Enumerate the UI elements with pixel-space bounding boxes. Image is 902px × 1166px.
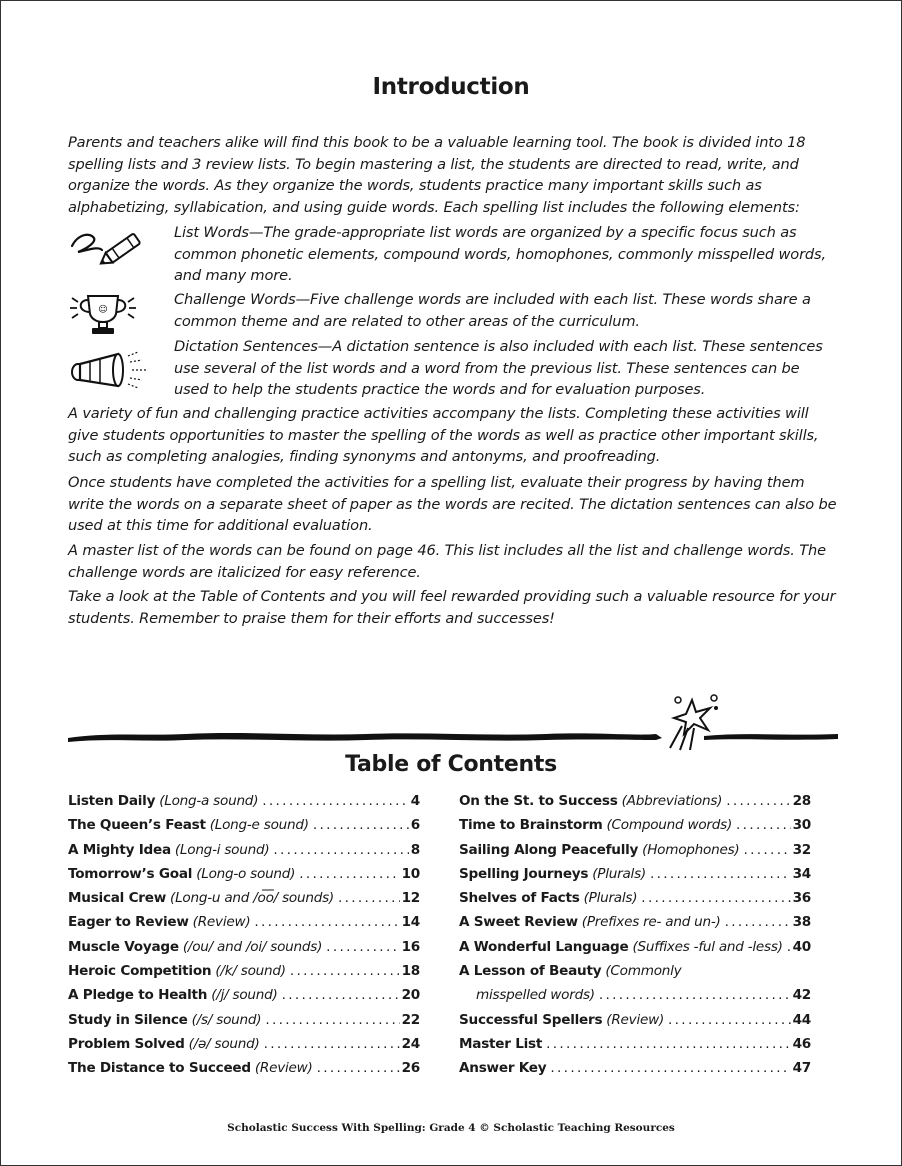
intro-paragraph-1: Parents and teachers alike will find this book to be a valuable learning tool. The book is divided into 18 spelling lists and 3 review lists. To begin mastering a list, the students are directed to read, write, and organize the words. As they organize the words, students practice many important skills such as alphabetizing, syllabication, and using guide words. Each spelling list includes the following elements:	[68, 134, 806, 216]
toc-entry[interactable]: A Pledge to Health (/j/ sound) . . . 20	[68, 987, 420, 1011]
toc-entry[interactable]: The Queen’s Feast (Long-e sound) . . . 6	[68, 817, 420, 841]
toc-entry[interactable]: Successful Spellers (Review) . . . 44	[459, 1012, 811, 1036]
toc-entry[interactable]: A Sweet Review (Prefixes re- and un-) . . . 38	[459, 914, 811, 938]
intro-paragraph-4: A master list of the words can be found on page 46. This list includes all the list and challenge words. The challenge words are italicized for easy reference.	[68, 542, 826, 581]
challenge-words-element: Challenge Words—Five challenge words are included with each list. These words share a common theme and are related to other areas of the curriculum.	[174, 291, 811, 330]
intro-paragraph-5: Take a look at the Table of Contents and you will feel rewarded providing such a valuable resource for your students. Remember to praise them for their efforts and successes!	[68, 588, 836, 627]
toc-entry[interactable]: Eager to Review (Review) . . . 14	[68, 914, 420, 938]
toc-entry[interactable]: Shelves of Facts (Plurals) . . . 36	[459, 890, 811, 914]
megaphone-icon	[70, 348, 156, 388]
toc-entry[interactable]: Spelling Journeys (Plurals) . . . 34	[459, 866, 811, 890]
intro-paragraph-3: Once students have completed the activities for a spelling list, evaluate their progress by having them write the words on a separate sheet of paper as the words are recited. The dictation sentences can also be used at this time for additional evaluation.	[68, 474, 837, 535]
toc-entry[interactable]: Sailing Along Peacefully (Homophones) . . . 32	[459, 842, 811, 866]
toc-title: Table of Contents	[345, 752, 557, 777]
star-divider	[66, 692, 842, 752]
page-footer: Scholastic Success With Spelling: Grade 4 © Scholastic Teaching Resources	[227, 1122, 675, 1134]
toc-entry[interactable]: Heroic Competition (/k/ sound) . . . 18	[68, 963, 420, 987]
toc-right-column	[459, 793, 811, 1085]
dictation-sentences-element: Dictation Sentences—A dictation sentence is also included with each list. These sentences use several of the list words and a word from the previous list. These sentences can be used to help the students practice the words and for evaluation purposes.	[174, 338, 823, 399]
toc-entry[interactable]: Master List . . . 46	[459, 1036, 811, 1060]
toc-left-column	[68, 793, 420, 1085]
toc-entry[interactable]: Musical Crew (Long-u and /o͞o/ sounds) . . . 12	[68, 890, 420, 914]
toc-entry[interactable]: Tomorrow’s Goal (Long-o sound) . . . 10	[68, 866, 420, 890]
shooting-star-icon	[670, 695, 718, 750]
intro-paragraph-2: A variety of fun and challenging practice activities accompany the lists. Completing these activities will give students opportunities to master the spelling of the words as well as practice other important skills, such as completing analogies, finding synonyms and antonyms, and proofreading.	[68, 405, 819, 466]
page-title: Introduction	[372, 74, 530, 100]
trophy-icon	[68, 290, 138, 338]
toc-entry[interactable]: A Lesson of Beauty (Commonly misspelled words) . . . 42	[459, 963, 811, 1012]
toc-entry[interactable]: A Mighty Idea (Long-i sound) . . . 8	[68, 842, 420, 866]
list-words-element: List Words—The grade-appropriate list words are organized by a specific focus such as common phonetic elements, compound words, homophones, commonly misspelled words, and many more.	[174, 224, 826, 285]
pencil-icon	[68, 226, 146, 268]
toc-entry[interactable]: Time to Brainstorm (Compound words) . . . 30	[459, 817, 811, 841]
toc-entry[interactable]: On the St. to Success (Abbreviations) . . . 28	[459, 793, 811, 817]
toc-entry[interactable]: Listen Daily (Long-a sound) . . . 4	[68, 793, 420, 817]
toc-entry[interactable]: Answer Key . . . 47	[459, 1060, 811, 1084]
toc-entry[interactable]: Problem Solved (/ə/ sound) . . . 24	[68, 1036, 420, 1060]
toc-entry[interactable]: The Distance to Succeed (Review) . . . 26	[68, 1060, 420, 1084]
toc-entry[interactable]: A Wonderful Language (Suffixes -ful and -less) . . . 40	[459, 939, 811, 963]
toc-entry[interactable]: Study in Silence (/s/ sound) . . . 22	[68, 1012, 420, 1036]
svg-text:☺: ☺	[98, 305, 108, 315]
toc-entry[interactable]: Muscle Voyage (/ou/ and /oi/ sounds) . . . 16	[68, 939, 420, 963]
